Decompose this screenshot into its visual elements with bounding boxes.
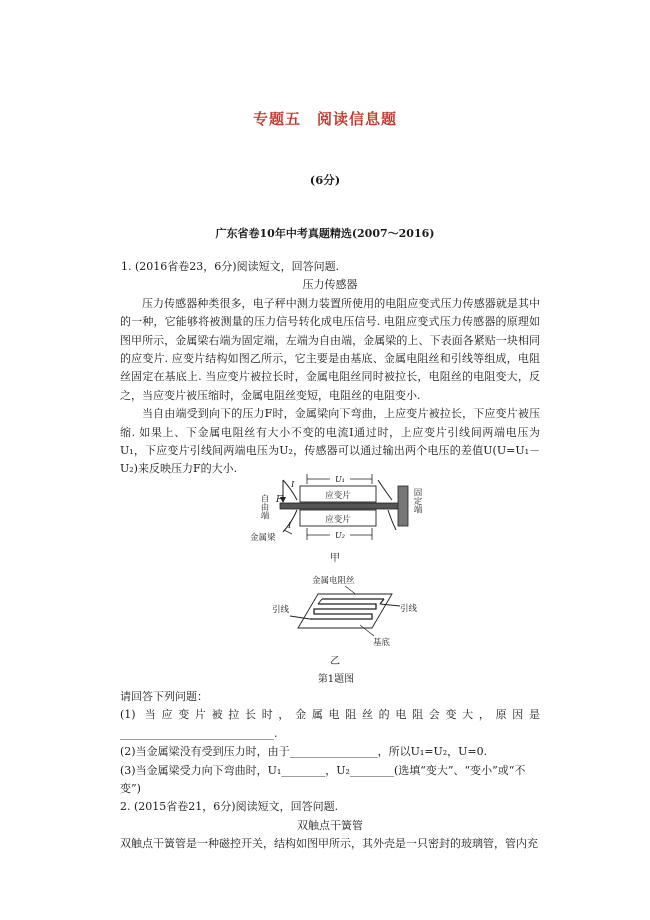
label-i-bottom: I [288, 521, 292, 531]
subquestion-3-cont: 变”) [120, 782, 141, 796]
article-title: 压力传感器 [302, 278, 358, 292]
caption-yi: 乙 [330, 656, 340, 667]
label-resistance-wire: 金属电阻丝 [312, 576, 355, 586]
label-fixed-end: 固定端 [412, 488, 422, 514]
label-u2: U₂ [335, 531, 345, 540]
subquestion-1-blank: ____________________________. [120, 726, 278, 740]
label-lead-left: 引线 [272, 605, 290, 615]
label-base: 基底 [373, 638, 391, 648]
label-strain-bottom: 应变片 [325, 515, 351, 525]
label-f: F [276, 495, 283, 505]
label-strain-top: 应变片 [325, 491, 351, 501]
paragraph-2: 当自由端受到向下的压力F时，金属梁向下弯曲，上应变片被拉长，下应变片被压缩. 如果上、下金属电阻丝有大小不变的电流I通过时，上应变片引线间两端电压为U₁，下应变片引线间两端电压为U₂，传感器可以通过输出两个电压的差值U(U=U₁－U₂)来反映压力F的大小. [120, 407, 540, 476]
subquestion-2: (2)当金属梁没有受到压力时，由于________________，所以U₁=U₂，U=0. [120, 745, 488, 759]
section-heading: 广东省卷10年中考真题精选(2007～2016) [215, 227, 435, 240]
page-title: 专题五 阅读信息题 [252, 110, 397, 128]
figure-yi [272, 575, 418, 667]
subquestion-1: (1) 当应变片被拉长时，金属电阻丝的电阻会变大，原因是 [120, 708, 540, 722]
figure-jia [250, 474, 422, 564]
question-2-paragraph-1: 双触点干簧管是一种磁控开关，结构如图甲所示，其外壳是一只密封的玻璃管，管内充 [120, 837, 538, 851]
question-2-header: 2. (2015省卷21，6分)阅读短文，回答问题. [120, 800, 339, 814]
question-2-article-title: 双触点干簧管 [297, 818, 363, 832]
subquestion-3: (3)当金属梁受力向下弯曲时，U₁________，U₂________(选填“变大”、“变小”或“不 [120, 763, 526, 777]
score-label: (6分) [309, 173, 341, 187]
prompt: 请回答下列问题： [120, 690, 208, 703]
label-i-top: I [291, 480, 295, 490]
label-lead-right: 引线 [400, 604, 418, 614]
question-1-subquestions [120, 688, 540, 854]
caption-jia: 甲 [330, 553, 340, 564]
question-1-header: 1. (2016省卷23，6分)阅读短文，回答问题. [121, 260, 340, 273]
label-u1: U₁ [335, 475, 345, 484]
figure-caption: 第1题图 [317, 674, 355, 685]
paragraph-1: 压力传感器种类很多，电子秤中测力装置所使用的电阻应变式压力传感器就是其中的一种，它能够将被测量的压力信号转化成电压信号. 电阻应变式压力传感器的原理如图甲所示，金属梁右端为固定端，左端为自由端，金属梁的上、下表面各紧贴一块相同的应变片. 应变片结构如图乙所示，它主要是由基底、金属电阻丝和引线等组成，电阻丝固定在基底上. 当应变片被拉长时，金属电阻丝同时被拉长，电阻丝的电阻变大，反之，当应变片被压缩时，金属电阻丝变短，电阻丝的电阻变小. [120, 296, 540, 402]
label-free-end: 自由端 [259, 494, 269, 520]
label-beam: 金属梁 [250, 533, 276, 543]
